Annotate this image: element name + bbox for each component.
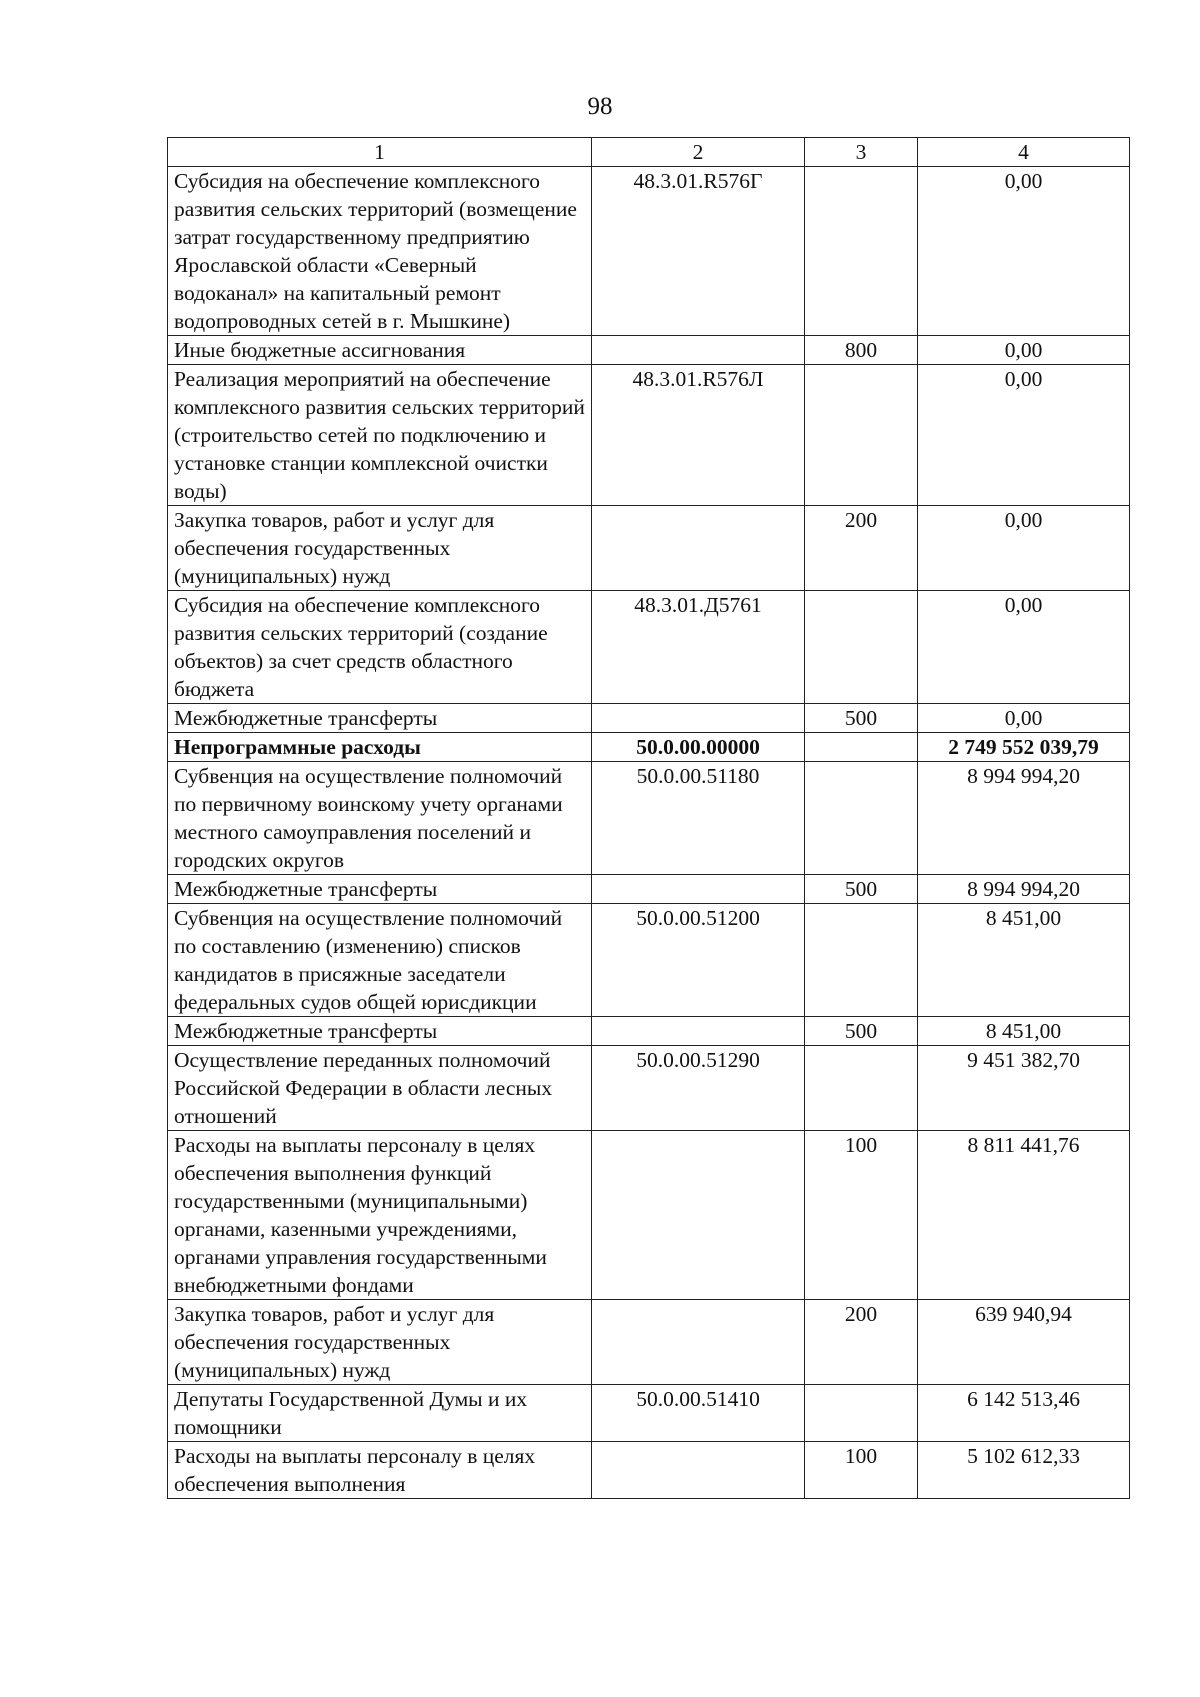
row-name-cell: Межбюджетные трансферты	[168, 1017, 592, 1046]
row-code-cell: 48.3.01.R576Г	[592, 167, 805, 336]
row-code-cell: 48.3.01.R576Л	[592, 365, 805, 506]
row-amount-cell: 0,00	[918, 336, 1130, 365]
table-row	[168, 1046, 1130, 1131]
row-type-cell	[805, 904, 918, 1017]
budget-table	[167, 137, 1130, 1499]
row-type-cell: 800	[805, 336, 918, 365]
table-row	[168, 904, 1130, 1017]
row-name-cell: Осуществление переданных полномочий Российской Федерации в области лесных отношений	[168, 1046, 592, 1131]
row-amount-cell: 5 102 612,33	[918, 1442, 1130, 1499]
row-name-cell: Субсидия на обеспечение комплексного развития сельских территорий (создание объектов) за счет средств областного бюджета	[168, 591, 592, 704]
table-row	[168, 506, 1130, 591]
row-type-cell: 100	[805, 1442, 918, 1499]
row-code-cell: 50.0.00.51180	[592, 762, 805, 875]
row-type-cell	[805, 591, 918, 704]
header-cell-1: 1	[168, 138, 592, 167]
row-type-cell	[805, 762, 918, 875]
table-row	[168, 762, 1130, 875]
row-code-cell	[592, 1300, 805, 1385]
row-name-cell: Межбюджетные трансферты	[168, 704, 592, 733]
row-name-cell: Реализация мероприятий на обеспечение комплексного развития сельских территорий (строительство сетей по подключению и установке станции комплексной очистки воды)	[168, 365, 592, 506]
table-row	[168, 365, 1130, 506]
row-type-cell	[805, 733, 918, 762]
row-code-cell	[592, 506, 805, 591]
row-type-cell: 200	[805, 506, 918, 591]
row-name-cell: Субвенция на осуществление полномочий по первичному воинскому учету органами местного самоуправления поселений и городских округов	[168, 762, 592, 875]
table-row	[168, 1131, 1130, 1300]
row-code-cell: 50.0.00.51200	[592, 904, 805, 1017]
row-amount-cell: 639 940,94	[918, 1300, 1130, 1385]
row-name-cell: Расходы на выплаты персоналу в целях обеспечения выполнения	[168, 1442, 592, 1499]
row-name-cell: Расходы на выплаты персоналу в целях обеспечения выполнения функций государственными (муниципальными) органами, казенными учреждениями, органами управления государственными внебюджетными фондами	[168, 1131, 592, 1300]
row-name-cell: Закупка товаров, работ и услуг для обеспечения государственных (муниципальных) нужд	[168, 1300, 592, 1385]
row-type-cell: 500	[805, 704, 918, 733]
row-name-cell: Непрограммные расходы	[168, 733, 592, 762]
row-code-cell	[592, 1131, 805, 1300]
table-row	[168, 591, 1130, 704]
table-header-row	[168, 138, 1130, 167]
row-code-cell: 50.0.00.51410	[592, 1385, 805, 1442]
row-amount-cell: 6 142 513,46	[918, 1385, 1130, 1442]
row-type-cell	[805, 1385, 918, 1442]
row-name-cell: Межбюджетные трансферты	[168, 875, 592, 904]
row-amount-cell: 2 749 552 039,79	[918, 733, 1130, 762]
row-code-cell: 50.0.00.51290	[592, 1046, 805, 1131]
row-code-cell	[592, 704, 805, 733]
row-amount-cell: 0,00	[918, 167, 1130, 336]
table-row	[168, 1017, 1130, 1046]
row-type-cell: 100	[805, 1131, 918, 1300]
header-cell-3: 3	[805, 138, 918, 167]
row-type-cell: 500	[805, 1017, 918, 1046]
table-row	[168, 704, 1130, 733]
row-code-cell	[592, 875, 805, 904]
row-code-cell	[592, 336, 805, 365]
row-type-cell	[805, 365, 918, 506]
row-amount-cell: 8 994 994,20	[918, 762, 1130, 875]
table-row	[168, 1300, 1130, 1385]
row-type-cell: 500	[805, 875, 918, 904]
row-amount-cell: 0,00	[918, 506, 1130, 591]
row-amount-cell: 8 994 994,20	[918, 875, 1130, 904]
row-name-cell: Субсидия на обеспечение комплексного развития сельских территорий (возмещение затрат государственному предприятию Ярославской области «Северный водоканал» на капитальный ремонт водопроводных сетей в г. Мышкине)	[168, 167, 592, 336]
row-type-cell	[805, 167, 918, 336]
row-code-cell	[592, 1442, 805, 1499]
row-code-cell: 48.3.01.Д5761	[592, 591, 805, 704]
table-row	[168, 875, 1130, 904]
table-row	[168, 733, 1130, 762]
table-row	[168, 1442, 1130, 1499]
row-type-cell: 200	[805, 1300, 918, 1385]
page-number: 98	[587, 93, 613, 120]
row-code-cell	[592, 1017, 805, 1046]
row-code-cell: 50.0.00.00000	[592, 733, 805, 762]
row-amount-cell: 0,00	[918, 704, 1130, 733]
row-amount-cell: 8 451,00	[918, 1017, 1130, 1046]
table-row	[168, 1385, 1130, 1442]
row-name-cell: Субвенция на осуществление полномочий по составлению (изменению) списков кандидатов в присяжные заседатели федеральных судов общей юрисдикции	[168, 904, 592, 1017]
row-type-cell	[805, 1046, 918, 1131]
row-amount-cell: 9 451 382,70	[918, 1046, 1130, 1131]
row-amount-cell: 8 451,00	[918, 904, 1130, 1017]
table-row	[168, 167, 1130, 336]
row-amount-cell: 0,00	[918, 591, 1130, 704]
header-cell-2: 2	[592, 138, 805, 167]
row-name-cell: Депутаты Государственной Думы и их помощники	[168, 1385, 592, 1442]
row-amount-cell: 8 811 441,76	[918, 1131, 1130, 1300]
row-name-cell: Иные бюджетные ассигнования	[168, 336, 592, 365]
row-name-cell: Закупка товаров, работ и услуг для обеспечения государственных (муниципальных) нужд	[168, 506, 592, 591]
table-row	[168, 336, 1130, 365]
row-amount-cell: 0,00	[918, 365, 1130, 506]
header-cell-4: 4	[918, 138, 1130, 167]
